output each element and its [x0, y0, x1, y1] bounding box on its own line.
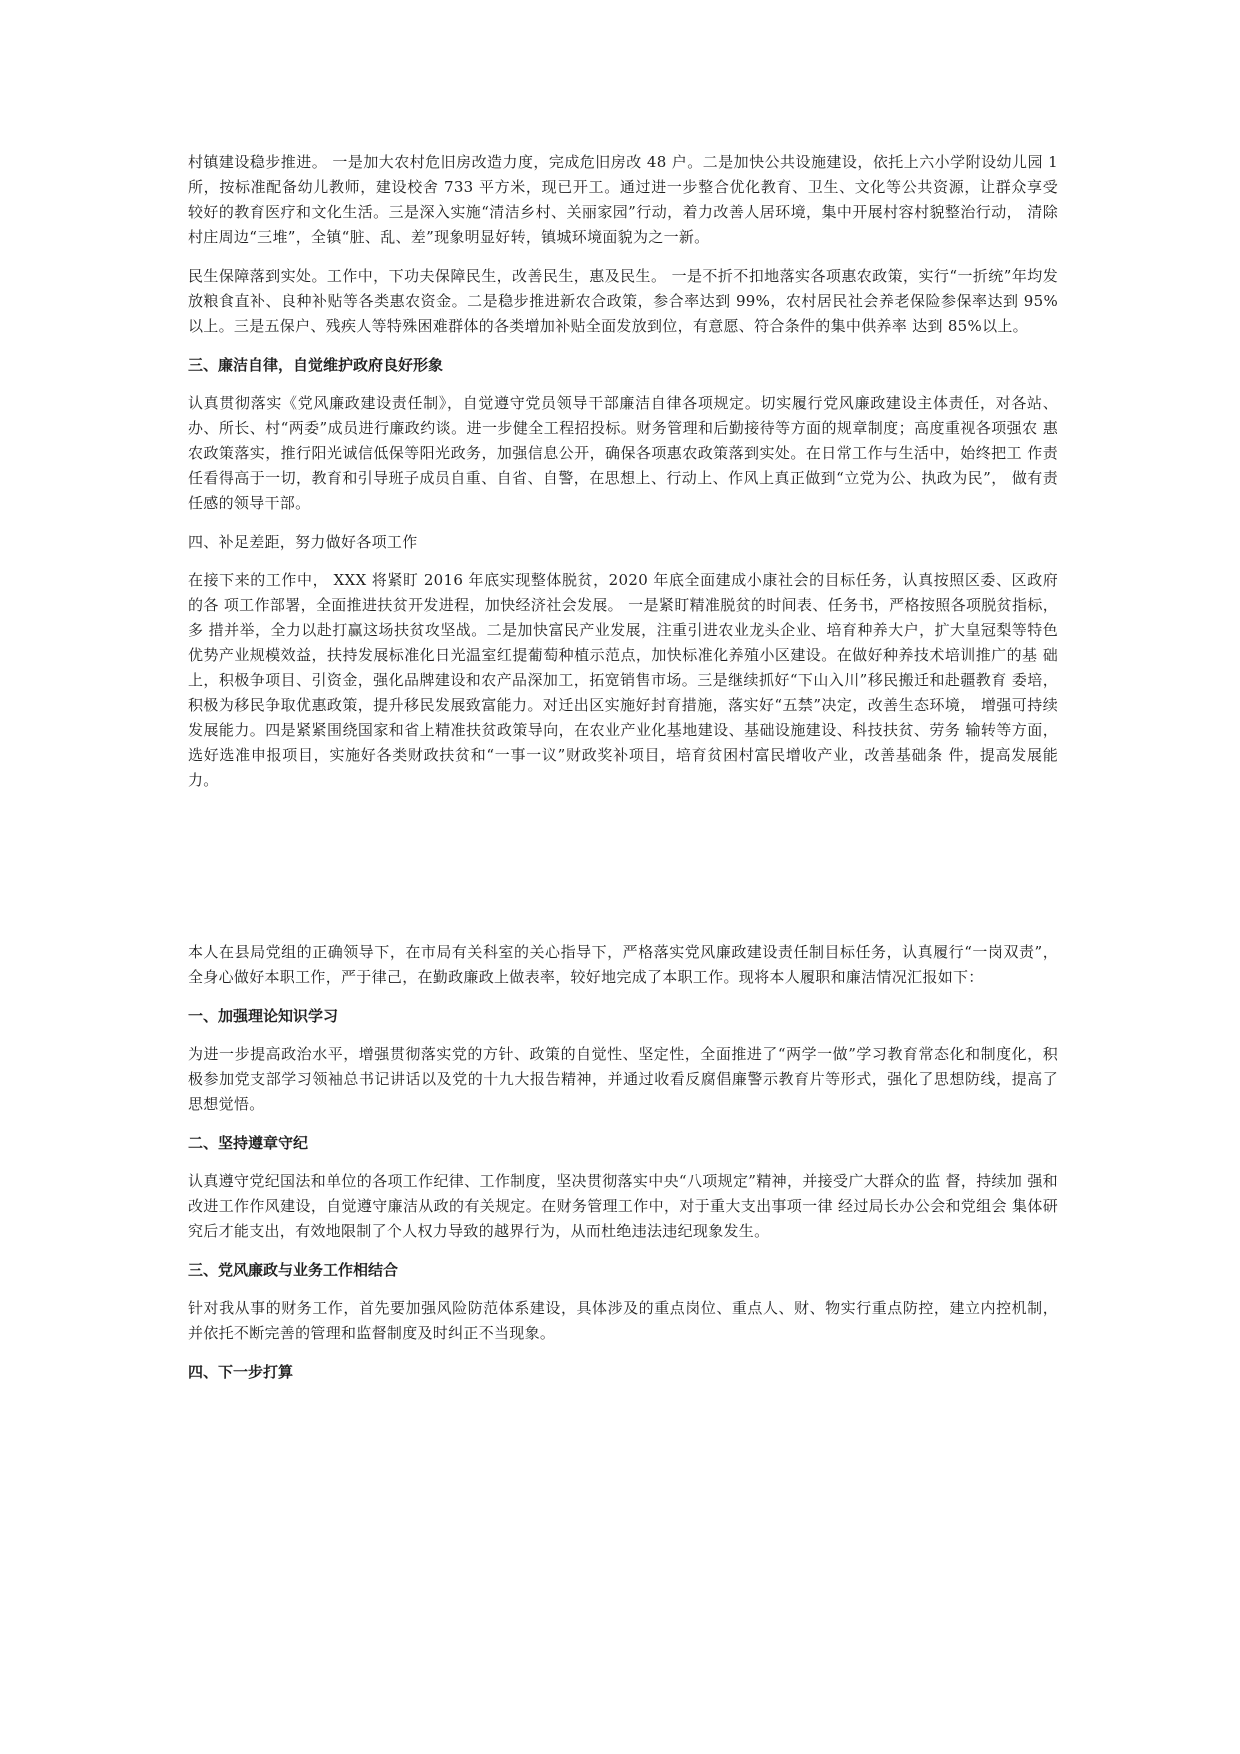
paragraph-theory-study: 为进一步提高政治水平，增强贯彻落实党的方针、政策的自觉性、坚定性，全面推进了“两学一做”学习教育常态化和制度化，积极参加党支部学习领袖总书记讲话以及党的十九大报告精神，并通过收看反腐倡廉警示教育片等形式，强化了思想防线，提高了思想觉悟。 — [188, 1045, 1058, 1113]
heading-integration: 三、党风廉政与业务工作相结合 — [188, 1261, 399, 1279]
paragraph-report-intro: 本人在县局党组的正确领导下，在市局有关科室的关心指导下，严格落实党风廉政建设责任制目标任务，认真履行“一岗双责”， 全身心做好本职工作，严于律己，在勤政廉政上做表率，较好地完成了本职工作。现将本人履职和廉洁情况汇报如下： — [188, 943, 1058, 986]
heading-integrity: 三、廉洁自律，自觉维护政府良好形象 — [188, 356, 444, 374]
paragraph-village-construction: 村镇建设稳步推进。 一是加大农村危旧房改造力度，完成危旧房改 48 户。二是加快公共设施建设，依托上六小学附设幼儿园 1 所，按标准配备幼儿教师，建设校舍 733 平方米，现已开工。通过进一步整合优化教育、卫生、文化等公共资源，让群众享受 较好的教育医疗和文化生活。三是深入实施“清洁乡村、关丽家园”行动，着力改善人居环境，集中开展村容村貌整治行动， 清除村庄周边“三堆”，全镇“脏、乱、差”现象明显好转，镇城环境面貌为之一新。 — [188, 153, 1058, 246]
paragraph-integrity: 认真贯彻落实《党风廉政建设责任制》，自觉遵守党员领导干部廉洁自律各项规定。切实履行党风廉政建设主体责任，对各站、 办、所长、村“两委”成员进行廉政约谈。进一步健全工程招投标。财务管理和后勤接待等方面的规章制度；高度重视各项强农 惠农政策落实，推行阳光诚信低保等阳光政务，加强信息公开，确保各项惠农政策落到实处。在日常工作与生活中，始终把工 作责任看得高于一切，教育和引导班子成员自重、自省、自警，在思想上、行动上、作风上真正做到“立党为公、执政为民”， 做有责任感的领导干部。 — [188, 394, 1058, 512]
document-page — [188, 150, 1058, 1398]
heading-theory-study: 一、加强理论知识学习 — [188, 1007, 339, 1025]
section-gap — [188, 807, 1058, 940]
paragraph-integration: 针对我从事的财务工作，首先要加强风险防范体系建设，具体涉及的重点岗位、重点人、财、物实行重点防控，建立内控机制，并依托不断完善的管理和监督制度及时纠正不当现象。 — [188, 1299, 1058, 1342]
paragraph-next-work: 在接下来的工作中， XXX 将紧盯 2016 年底实现整体脱贫，2020 年底全面建成小康社会的目标任务，认真按照区委、区政府的各 项工作部署，全面推进扶贫开发进程，加快经济社会发展。 一是紧盯精准脱贫的时间表、任务书，严格按照各项脱贫指标，多 措并举，全力以赴打赢这场扶贫攻坚战。二是加快富民产业发展，注重引进农业龙头企业、培育种养大户，扩大皇冠梨等特色 优势产业规模效益，扶持发展标准化日光温室红提葡萄种植示范点，加快标准化养殖小区建设。在做好种养技术培训推广的基 础上，积极争项目、引资金，强化品牌建设和农产品深加工，拓宽销售市场。三是继续抓好“下山入川”移民搬迁和赴疆教育 委培，积极为移民争取优惠政策，提升移民发展致富能力。对迁出区实施好封育措施，落实好“五禁”决定，改善生态环境， 增强可持续发展能力。四是紧紧围绕国家和省上精准扶贫政策导向，在农业产业化基地建设、基础设施建设、科技扶贫、劳务 输转等方面，选好选准申报项目，实施好各类财政扶贫和“一事一议”财政奖补项目，培育贫困村富民增收产业，改善基础条 件，提高发展能力。 — [188, 571, 1058, 789]
paragraph-livelihood: 民生保障落到实处。工作中，下功夫保障民生，改善民生，惠及民生。 一是不折不扣地落实各项惠农政策，实行“一折统”年均发放粮食直补、良种补贴等各类惠农资金。二是稳步推进新农合政策，参合率达到 99%，农村居民社会养老保险参保率达到 95%以上。三是五保户、残疾人等特殊困难群体的各类增加补贴全面发放到位，有意愿、符合条件的集中供养率 达到 85%以上。 — [188, 267, 1058, 335]
paragraph-discipline: 认真遵守党纪国法和单位的各项工作纪律、工作制度，坚决贯彻落实中央“八项规定”精神，并接受广大群众的监 督，持续加 强和改进工作作风建设，自觉遵守廉洁从政的有关规定。在财务管理工作中，对于重大支出事项一律 经过局长办公会和党组会 集体研究后才能支出，有效地限制了个人权力导致的越界行为，从而杜绝违法违纪现象发生。 — [188, 1172, 1058, 1240]
heading-discipline: 二、坚持遵章守纪 — [188, 1134, 309, 1152]
heading-close-gaps: 四、补足差距，努力做好各项工作 — [188, 533, 418, 551]
heading-next-plan: 四、下一步打算 — [188, 1363, 294, 1381]
